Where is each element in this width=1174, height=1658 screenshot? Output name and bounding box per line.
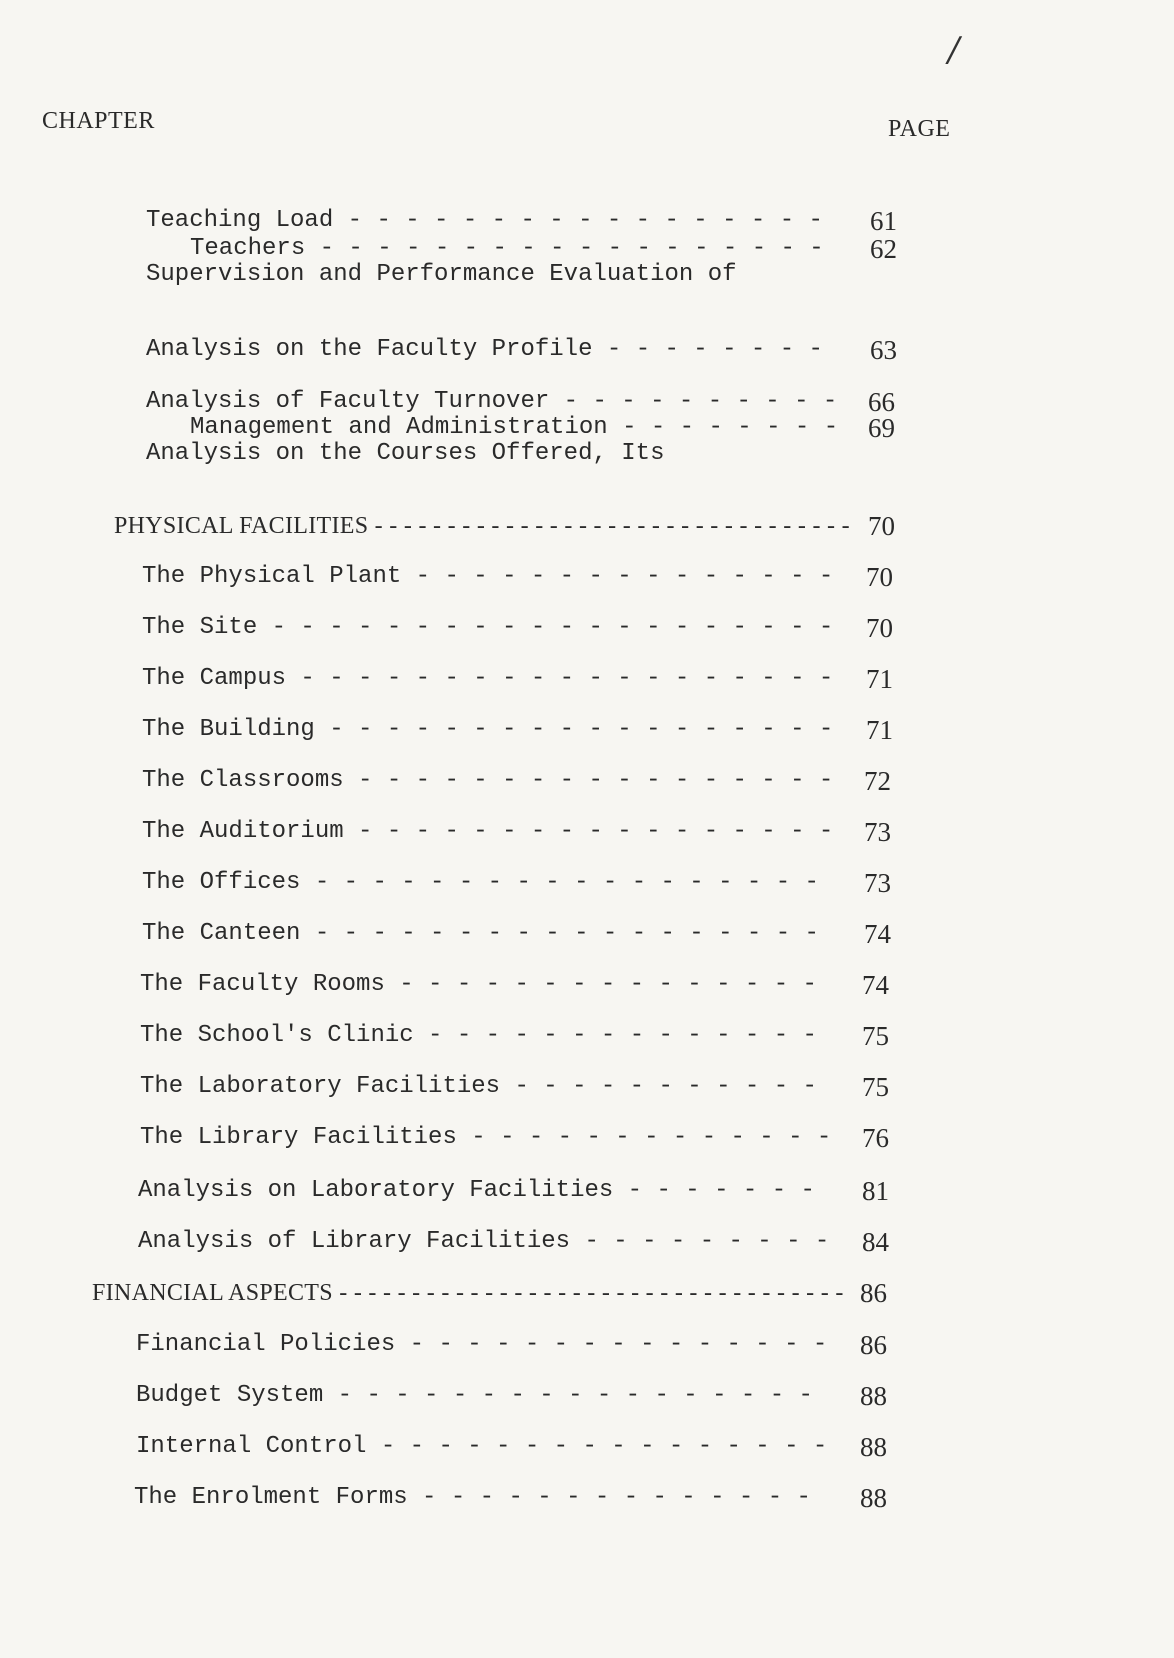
toc-entry-title: Analysis of Faculty Turnover - - - - - - - - - - — [146, 388, 852, 415]
toc-entry-page: 62 — [870, 234, 897, 264]
toc-entry-title: FINANCIAL ASPECTS - - - - - - - - - - - - - - - - - - - - - - - - - - - - - - - - - - - — [92, 1280, 850, 1306]
toc-entry-page: 70 — [866, 613, 893, 643]
leader-dashes: - - - - - - - - - - - - - - — [407, 1484, 826, 1511]
leader-dashes: - - - - - - - - - - - - - - — [413, 1022, 832, 1049]
toc-entry-title: The Physical Plant - - - - - - - - - - - - - - - — [142, 563, 848, 590]
toc-entry-title-cont: Management and Administration - - - - - - - - — [190, 414, 853, 441]
toc-entry-page: 76 — [862, 1123, 889, 1153]
toc-entry-title: Budget System - - - - - - - - - - - - - - - - - — [136, 1382, 828, 1409]
toc-entry-page: 88 — [860, 1381, 887, 1411]
leader-dashes: - - - - - - - - — [592, 336, 838, 363]
toc-entry-title: The School's Clinic - - - - - - - - - - - - - - — [140, 1022, 832, 1049]
toc-entry-title: The Faculty Rooms - - - - - - - - - - - - - - - — [140, 971, 832, 998]
leader-dashes: - - - - - - - - - - - - - - - - - — [343, 818, 848, 845]
toc-entry-page: 61 — [870, 206, 897, 236]
toc-entry-title: Financial Policies - - - - - - - - - - - - - - - — [136, 1331, 842, 1358]
toc-entry-page: 70 — [868, 511, 895, 541]
toc-entry-title: Analysis on Laboratory Facilities - - - - - - - — [138, 1177, 830, 1204]
toc-entry-page: 63 — [870, 335, 897, 365]
leader-dashes: - - - - - - - - - - - - - - - — [395, 1331, 842, 1358]
toc-entry-title: Internal Control - - - - - - - - - - - - - - - - — [136, 1433, 842, 1460]
leader-dashes: - - - - - - - - - - - - - - - - - - - - - - - - - - - - - - - - - - - — [332, 1280, 850, 1306]
leader-dashes: - - - - - - - - - - - - - - - - - - - - — [257, 614, 848, 641]
toc-entry-title: The Laboratory Facilities - - - - - - - - - - - — [140, 1073, 832, 1100]
toc-entry-title: Analysis of Library Facilities - - - - - - - - - — [138, 1228, 844, 1255]
leader-dashes: - - - - - - - - - - - - - - - - - — [323, 1382, 828, 1409]
page-number-mark: / — [948, 30, 960, 70]
leader-dashes: - - - - - - - - - - - - - - - - - - — [300, 920, 834, 947]
toc-entry-page: 75 — [862, 1021, 889, 1051]
leader-dashes: - - - - - - - - - - - - - — [456, 1124, 846, 1151]
toc-entry-page: 71 — [866, 715, 893, 745]
toc-entry-title: The Site - - - - - - - - - - - - - - - - - - - - — [142, 614, 848, 641]
leader-dashes: - - - - - - - - - - - - - - - - - — [343, 767, 848, 794]
toc-entry-title: The Campus - - - - - - - - - - - - - - - - - - - — [142, 665, 848, 692]
leader-dashes: - - - - - - - - - - - - - - - — [384, 971, 832, 998]
leader-dashes: - - - - - - - - - - - - - - - - - - - — [286, 665, 848, 692]
page-column-header: PAGE — [888, 116, 951, 142]
toc-entry-title: Analysis on the Faculty Profile - - - - - - - - — [146, 336, 838, 363]
toc-entry-page: 72 — [864, 766, 891, 796]
toc-entry-page: 86 — [860, 1278, 887, 1308]
leader-dashes: - - - - - - - — [613, 1177, 830, 1204]
toc-entry-title: Supervision and Performance Evaluation of — [146, 261, 737, 288]
toc-entry-page: 74 — [864, 919, 891, 949]
toc-entry-page: 74 — [862, 970, 889, 1000]
chapter-column-header: CHAPTER — [42, 108, 155, 134]
toc-entry-page: 81 — [862, 1176, 889, 1206]
leader-dashes: - - - - - - - - - - - - - - - - - - — [314, 716, 848, 743]
leader-dashes: - - - - - - - - - — [570, 1228, 844, 1255]
toc-entry-page: 86 — [860, 1330, 887, 1360]
toc-entry-page: 70 — [866, 562, 893, 592]
toc-entry-title: The Canteen - - - - - - - - - - - - - - - - - - — [142, 920, 834, 947]
leader-dashes: - - - - - - - - - - - — [500, 1073, 832, 1100]
leader-dashes: - - - - - - - - - - — [549, 388, 852, 415]
toc-entry-title: The Building - - - - - - - - - - - - - - - - - - — [142, 716, 848, 743]
toc-entry-title: Analysis on the Courses Offered, Its — [146, 440, 665, 467]
toc-entry-page: 66 — [868, 387, 895, 417]
toc-entry-title: The Offices - - - - - - - - - - - - - - - - - - — [142, 869, 834, 896]
toc-entry — [0, 1433, 1174, 1537]
leader-dashes: - - - - - - - - - - - - - - - — [401, 563, 848, 590]
leader-dashes: - - - - - - - - - - - - - - - - - - - - - - - - - - - - - - - - - — [368, 513, 857, 539]
toc-entry-page: 69 — [868, 413, 895, 443]
leader-dashes: - - - - - - - - - - - - - - - - - - — [305, 235, 839, 262]
toc-entry-page: 73 — [864, 868, 891, 898]
toc-entry-title: Teaching Load - - - - - - - - - - - - - - - - - — [146, 207, 838, 234]
toc-entry-page: 84 — [862, 1227, 889, 1257]
leader-dashes: - - - - - - - - - - - - - - - - - - — [300, 869, 834, 896]
toc-entry-title: The Auditorium - - - - - - - - - - - - - - - - - — [142, 818, 848, 845]
toc-entry-page: 71 — [866, 664, 893, 694]
leader-dashes: - - - - - - - - — [607, 414, 853, 441]
leader-dashes: - - - - - - - - - - - - - - - - — [366, 1433, 842, 1460]
toc-entry-page: 75 — [862, 1072, 889, 1102]
toc-entry-title: The Enrolment Forms - - - - - - - - - - - - - - — [134, 1484, 826, 1511]
toc-entry-title: PHYSICAL FACILITIES - - - - - - - - - - - - - - - - - - - - - - - - - - - - - - - - - — [114, 513, 857, 539]
toc-entry-title-cont: Teachers - - - - - - - - - - - - - - - - - - — [190, 235, 839, 262]
toc-entry-title: The Library Facilities - - - - - - - - - - - - - — [140, 1124, 846, 1151]
toc-entry-page: 73 — [864, 817, 891, 847]
toc-entry-page: 88 — [860, 1432, 887, 1462]
leader-dashes: - - - - - - - - - - - - - - - - - — [333, 207, 838, 234]
toc-entry-title: The Classrooms - - - - - - - - - - - - - - - - - — [142, 767, 848, 794]
toc-entry-page: 88 — [860, 1483, 887, 1513]
